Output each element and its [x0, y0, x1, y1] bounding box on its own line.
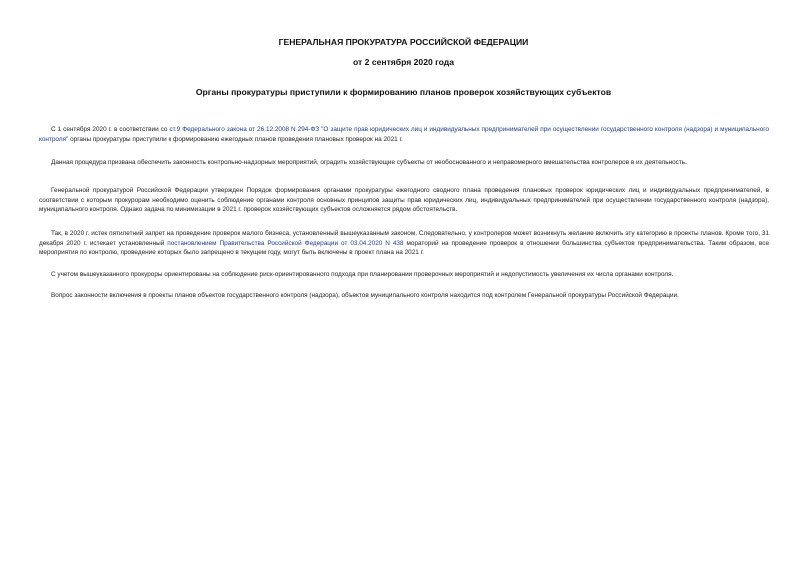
law-294-fz-link[interactable]: ст.9 Федерального закона от 26.12.2008 N 294-ФЗ "О защите прав юридических лиц и индивидуальных предпринимателей при осуществлении государственного контроля (надзора) и муниципального контроля": [39, 126, 769, 143]
document-date-heading: от 2 сентября 2020 года: [353, 57, 454, 67]
government-resolution-438-link[interactable]: постановлением Правительства Российской Федерации от 03.04.2020 N 438: [167, 239, 404, 247]
paragraph-5-text: С учетом вышеуказанного прокуроры ориентированы на соблюдение риск-ориентированного подхода при планировании проверочных мероприятий и недопустимость увеличения их числа органами контроля.: [51, 271, 674, 278]
paragraph-1: [39, 125, 769, 144]
paragraph-3: [39, 186, 769, 215]
paragraph-6-text: Вопрос законности включения в проекты планов объектов государственного контроля (надзора), объектов муниципального контроля находится под контролем Генеральной прокуратуры Российской Федерации.: [51, 292, 679, 299]
paragraph-3-text: Генеральной прокуратурой Российской Федерации утвержден Порядок формирования органами прокуратуры ежегодного сводного плана проведения плановых проверок юридических лиц и индивидуальных предпринимателей, в соответствии с которым прокурорам необходимо оценить соблюдение органами контроля основных принципов защиты прав юридических лиц, индивидуальных предпринимателей при осуществлении государственного контроля (надзора), муниципального контроля. Однако задача по минимизации в 2021 г. проверок хозяйствующих субъектов осложняется рядом обстоятельств.: [39, 187, 769, 214]
paragraph-4: [39, 229, 769, 258]
paragraph-2: [39, 158, 769, 168]
paragraph-1-text-start: С 1 сентября 2020 г. в соответствии со: [51, 126, 170, 133]
paragraph-4-text-start: Так, в 2020 г. истек пятилетний запрет на проведение проверок малого бизнеса, установленный вышеуказанным законом. Следовательно, у контролеров может возникнуть желание включить эту категорию в проекты планов. Кроме того, 31 декабря 2020 г. истекает установленный: [39, 230, 769, 247]
paragraph-6: [39, 291, 769, 301]
paragraph-1-text-end: органы прокуратуры приступили к формированию ежегодных планов проведения плановых проверок на 2021 г.: [68, 135, 403, 143]
document-organization-heading: ГЕНЕРАЛЬНАЯ ПРОКУРАТУРА РОССИЙСКОЙ ФЕДЕРАЦИИ: [278, 37, 529, 47]
paragraph-5: [39, 270, 769, 280]
paragraph-4-text-end: мораторий на проведение проверок в отношении большинства субъектов предпринимательства. Таким образом, все мероприятия по контролю, проведение которых было запрещено в текущем году, могут быть включены в проект плана на 2021 г.: [39, 239, 770, 257]
paragraph-2-text: Данная процедура призвана обеспечить законность контрольно-надзорных мероприятий, оградить хозяйствующие субъекты от необоснованного и неправомерного вмешательства контролеров в их деятельность.: [51, 159, 687, 166]
document-title: Органы прокуратуры приступили к формированию планов проверок хозяйствующих субъектов: [195, 87, 612, 97]
